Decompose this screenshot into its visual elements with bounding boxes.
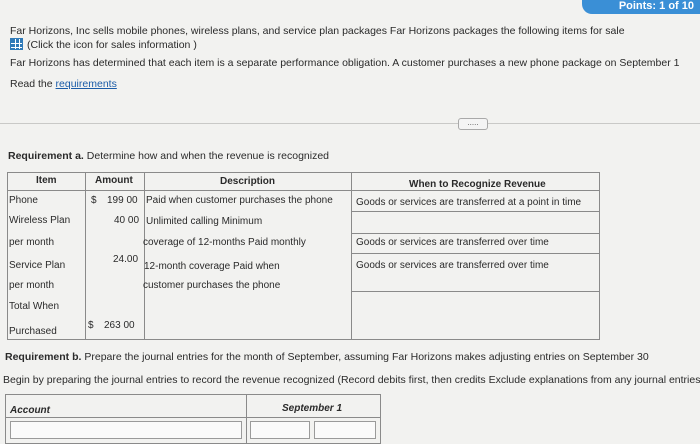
row-permonth-item: per month — [9, 237, 55, 248]
header-description: Description — [220, 176, 276, 187]
row-service-description: 12-month coverage Paid when — [144, 261, 280, 272]
row-service-item: Service Plan — [9, 260, 66, 271]
divider — [0, 123, 700, 124]
row-service-when: Goods or services are transferred over time — [356, 260, 549, 271]
header-when: When to Recognize Revenue — [409, 179, 546, 190]
spreadsheet-icon[interactable] — [10, 38, 23, 50]
requirements-link[interactable]: requirements — [55, 78, 117, 90]
row-total-item: Total When — [9, 301, 60, 312]
read-prefix: Read the — [10, 78, 56, 90]
requirement-a-label: Requirement a. — [8, 150, 84, 162]
row-total-currency: $ — [88, 320, 94, 331]
journal-entry-table — [5, 394, 381, 444]
row-phone-when: Goods or services are transferred at a point in time — [356, 197, 582, 208]
header-amount: Amount — [95, 175, 133, 186]
row-total-amount: 263 00 — [104, 320, 135, 331]
journal-instruction: Begin by preparing the journal entries to record the revenue recognized (Record debits first, then credits Exclude explanations from any journal entries — [3, 374, 700, 386]
row-wireless-amount: 40 00 — [114, 215, 140, 226]
requirement-a-text: Determine how and when the revenue is recognized — [83, 150, 330, 162]
row-phone-description: Paid when customer purchases the phone — [146, 195, 333, 206]
requirement-b-text: Prepare the journal entries for the month of September, assuming Far Horizons makes adjusting entries on September 30 — [81, 351, 649, 363]
row-phone-amount: 199 00 — [107, 195, 138, 206]
debit-input[interactable] — [250, 421, 310, 439]
row-phone-currency: $ — [91, 195, 97, 206]
row-wireless-item: Wireless Plan — [9, 215, 71, 226]
read-requirements-line — [10, 78, 117, 90]
account-header: Account — [10, 405, 50, 416]
row-permonth2-item: per month — [9, 280, 55, 291]
account-input[interactable] — [10, 421, 242, 439]
row-service-amount: 24.00 — [113, 254, 139, 265]
row-permonth-description: coverage of 12-months Paid monthly — [143, 237, 306, 248]
september-1-header: September 1 — [282, 403, 343, 414]
row-permonth2-description: customer purchases the phone — [143, 280, 281, 291]
requirement-b-heading — [5, 351, 649, 363]
row-phone-item: Phone — [9, 195, 38, 206]
row-permonth-when: Goods or services are transferred over time — [356, 237, 549, 248]
sales-info-label[interactable]: (Click the icon for sales information ) — [27, 39, 197, 51]
sales-info-link[interactable] — [10, 38, 197, 51]
performance-obligation-text: Far Horizons has determined that each item is a separate performance obligation. A customer purchases a new phone package on September 1 — [10, 57, 680, 69]
header-item: Item — [36, 175, 57, 186]
expand-more-button[interactable]: ..... — [458, 118, 488, 130]
credit-input[interactable] — [314, 421, 376, 439]
sales-info-table — [7, 172, 600, 340]
row-purchased-item: Purchased — [9, 326, 57, 337]
intro-text: Far Horizons, Inc sells mobile phones, wireless plans, and service plan packages Far Horizons packages the following items for sale — [10, 25, 625, 37]
requirement-b-label: Requirement b. — [5, 351, 82, 363]
points-badge: Points: 1 of 10 — [582, 0, 700, 14]
row-wireless-description: Unlimited calling Minimum — [146, 216, 263, 227]
requirement-a-heading — [8, 150, 329, 162]
